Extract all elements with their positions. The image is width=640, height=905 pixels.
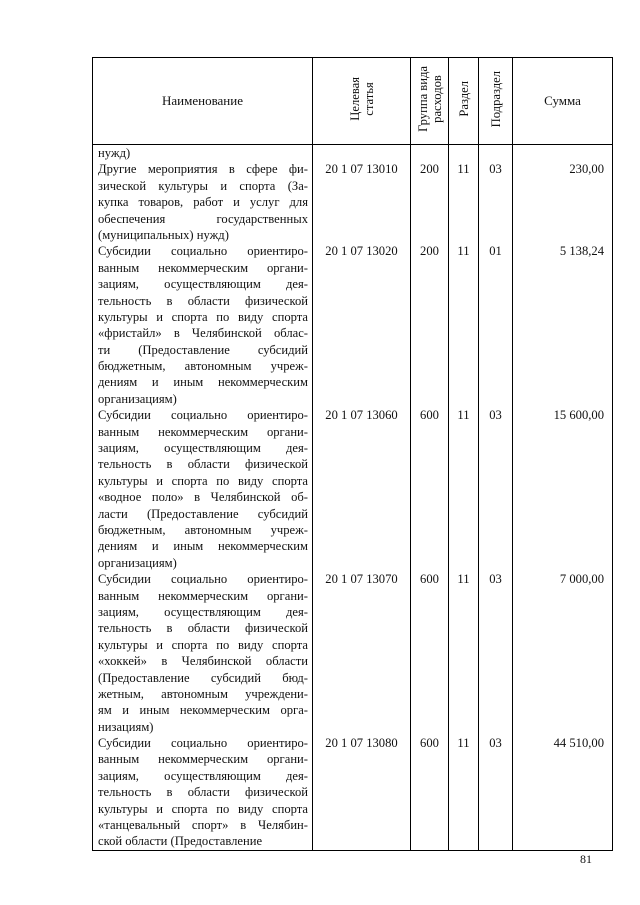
row-name-line: ванным некоммерческим органи- [98, 588, 308, 603]
row-name-line: купка товаров, работ и услуг для [98, 195, 308, 210]
row-name-line: культуры и спорта по виду спорта [98, 309, 308, 324]
group-column [411, 145, 449, 851]
row-code: 20 1 07 13070 [325, 572, 398, 587]
subsection-column [479, 145, 513, 851]
row-name-line: (муниципальных) нужд) [98, 227, 229, 242]
row-name-line: ванным некоммерческим органи- [98, 752, 308, 767]
code-column [313, 145, 411, 851]
row-code: 20 1 07 13010 [325, 162, 398, 177]
row-group: 200 [420, 162, 439, 177]
row-name-line: дениям и иным некоммерческим [98, 539, 308, 554]
row-name-line: ванным некоммерческим органи- [98, 260, 308, 275]
row-name-line: Субсидии социально ориентиро- [98, 736, 308, 751]
row-subsection: 03 [489, 736, 502, 751]
name-column [93, 145, 313, 851]
row-name-line: зациям, осуществляющим дея- [98, 768, 308, 783]
row-name-line: ям и иным некоммерческим орга- [98, 703, 308, 718]
row-name-line: «танцевальный спорт» в Челябин- [98, 818, 308, 833]
row-name-line: тельность в области физической [98, 785, 308, 800]
row-code: 20 1 07 13060 [325, 408, 398, 423]
row-subsection: 03 [489, 408, 502, 423]
row-name-line: Субсидии социально ориентиро- [98, 572, 308, 587]
row-subsection: 03 [489, 572, 502, 587]
row-subsection: 03 [489, 162, 502, 177]
row-name-line: нужд) [98, 146, 131, 160]
row-name-line: Другие мероприятия в сфере фи- [98, 162, 308, 177]
row-section: 11 [457, 162, 470, 177]
header-section: Раздел [449, 58, 479, 145]
row-name-line: дениям и иным некоммерческим [98, 375, 308, 390]
header-group: Группа вида расходов [411, 58, 449, 145]
row-name-line: зической культуры и спорта (За- [98, 178, 308, 193]
row-name-line: «хоккей» в Челябинской области [98, 654, 308, 669]
row-name-line: тельность в области физической [98, 621, 308, 636]
row-sum: 7 000,00 [559, 572, 604, 587]
row-group: 600 [420, 736, 439, 751]
row-name-line: культуры и спорта по виду спорта [98, 473, 308, 488]
row-name-line: ванным некоммерческим органи- [98, 424, 308, 439]
row-name-line: тельность в области физической [98, 457, 308, 472]
table-header [93, 58, 613, 145]
row-sum: 230,00 [569, 162, 604, 177]
row-sum: 5 138,24 [559, 244, 604, 259]
row-name-line: организациям) [98, 391, 177, 406]
row-group: 200 [420, 244, 439, 259]
row-section: 11 [457, 572, 470, 587]
header-name: Наименование [93, 58, 313, 145]
page-number: 81 [580, 852, 592, 866]
row-name-line: тельность в области физической [98, 293, 308, 308]
row-name-line: Субсидии социально ориентиро- [98, 408, 308, 423]
row-group: 600 [420, 408, 439, 423]
row-section: 11 [457, 408, 470, 423]
row-name-line: обеспечения государственных [98, 211, 308, 226]
row-sum: 44 510,00 [553, 736, 604, 751]
row-code: 20 1 07 13080 [325, 736, 398, 751]
row-name-line: зациям, осуществляющим дея- [98, 604, 308, 619]
row-name-line: бюджетным, автономным учреж- [98, 359, 308, 374]
table-body [93, 145, 613, 851]
row-name-line: (Предоставление субсидий бюд- [98, 670, 308, 685]
row-name-line: бюджетным, автономным учреж- [98, 522, 308, 537]
row-name-line: низациям) [98, 719, 154, 734]
budget-table [92, 57, 613, 851]
section-column [449, 145, 479, 851]
row-name-line: жетным, автономным учреждени- [98, 686, 308, 701]
row-name-line: организациям) [98, 555, 177, 570]
row-name-line: ской области (Предоставление [98, 834, 263, 849]
row-name-line: ти (Предоставление субсидий [98, 342, 308, 357]
row-name-line: зациям, осуществляющим дея- [98, 441, 308, 456]
header-sum: Сумма [513, 58, 613, 145]
sum-column [513, 145, 613, 851]
row-section: 11 [457, 736, 470, 751]
row-group: 600 [420, 572, 439, 587]
row-code: 20 1 07 13020 [325, 244, 398, 259]
row-name-line: культуры и спорта по виду спорта [98, 637, 308, 652]
row-name-line: «фристайл» в Челябинской облас- [98, 326, 308, 341]
table-row [93, 145, 613, 851]
row-name-line: Субсидии социально ориентиро- [98, 244, 308, 259]
row-name-line: культуры и спорта по виду спорта [98, 801, 308, 816]
row-name-line: «водное поло» в Челябинской об- [98, 490, 308, 505]
row-section: 11 [457, 244, 470, 259]
row-sum: 15 600,00 [553, 408, 604, 423]
row-name-line: зациям, осуществляющим дея- [98, 277, 308, 292]
row-name-line: ласти (Предоставление субсидий [98, 506, 308, 521]
header-subsection: Подраздел [479, 58, 513, 145]
row-subsection: 01 [489, 244, 502, 259]
header-code: Целевая статья [313, 58, 411, 145]
